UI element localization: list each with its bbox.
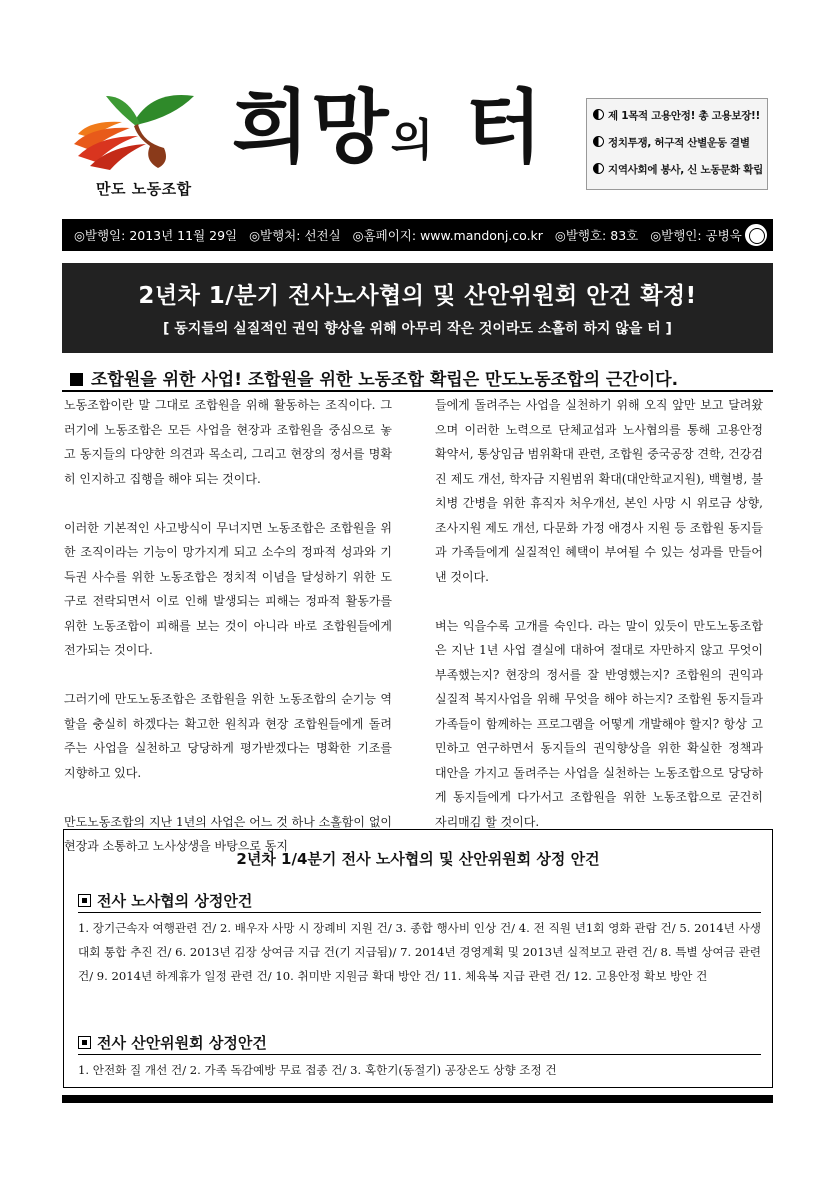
square-bullet-icon [70,373,83,386]
slogan-box [586,98,768,190]
slogan-item: 제 1목적 고용안정! 총 고용보장!! [593,103,761,130]
labor-agenda-items: 1. 장기근속자 여행관련 건/ 2. 배우자 사망 시 장례비 지원 건/ 3. 종합 행사비 인상 건/ 4. 전 직원 년1회 영화 관람 건/ 5. 2014년 사생대회 통합 추진 건/ 6. 2013년 김장 상여금 지급 건(기 지급됨)/ 7. 2014년 경영계획 및 2013년 실적보고 관련 건/ 8. 특별 상여금 관련 건/ 9. 2014년 하계휴가 일정 관련 건/ 10. 취미반 지원금 확대 방안 건/ 11. 체육복 지급 관련 건/ 12. 고용안정 확보 방안 건 [78,921,761,983]
masthead-word-2: 터 [464,81,545,174]
agenda-box [63,829,773,1088]
article-paragraph: 그러기에 만도노동조합은 조합원을 위한 노동조합의 순기능 역할을 충실히 하겠다는 확고한 원칙과 현장 조합원들에게 돌려주는 사업을 실천하고 당당하게 평가받겠다는 명확한 기조를 지향하고 있다. [64,692,392,780]
article-column-right [435,393,763,859]
publisher-dept: ◎발행처: 선전실 [249,228,341,243]
boxed-square-icon [78,1036,91,1049]
article-paragraph: 노동조합이란 말 그대로 조합원을 위해 활동하는 조직이다. 그러기에 노동조합은 모든 사업을 현장과 조합원을 중심으로 놓고 동지들의 다양한 의견과 목소리, 그리고 현장의 정서를 명확히 인지하고 집행을 해야 되는 것이다. [64,398,392,486]
publish-date: ◎발행일: 2013년 11월 29일 [74,228,238,243]
masthead-particle: 의 [390,115,436,166]
union-name: 만도 노동조합 [96,180,192,198]
publisher-name: ◎발행인: 공병욱 [650,228,742,243]
section-divider [62,390,773,392]
masthead-title [232,81,545,174]
half-circle-icon [593,109,604,120]
union-logo [70,82,200,172]
half-circle-icon [593,136,604,147]
issue-number: ◎발행호: 83호 [554,228,639,243]
headline-subtitle: [ 동지들의 실질적인 권익 향상을 위해 아무리 작은 것이라도 소홀히 하지 않을 터 ] [163,321,672,337]
article-paragraph: 벼는 익을수록 고개를 숙인다. 라는 말이 있듯이 만도노동조합은 지난 1년 사업 결실에 대하여 절대로 자만하지 않고 무엇이 부족했는지? 현장의 정서를 잘 반영했는지? 조합원의 권익과 실질적 복지사업을 위해 무엇을 해야 하는지? 조합원 동지들과 가족들이 함께하는 프로그램을 어떻게 개발해야 할지? 항상 고민하고 연구하면서 동지들의 권익향상을 위한 확실한 정책과 대안을 가지고 돌려주는 사업을 실천하는 노동조합으로 당당하게 동지들에게 다가서고 조합원을 위한 노동조합으로 굳건히 자리매김 할 것이다. [435,618,763,829]
seal-icon [743,222,769,248]
article-paragraph: 만도노동조합의 지난 1년의 사업은 어느 것 하나 소홀함이 없이 현장과 소통하고 노사상생을 바탕으로 동지 [64,814,392,853]
labor-agenda-heading: 전사 노사협의 상정안건 [78,890,252,911]
bottom-divider-bar [62,1095,773,1103]
slogan-item: 정치투쟁, 허구적 산별운동 결별 [593,130,761,157]
safety-agenda-items: 1. 안전화 질 개선 건/ 2. 가족 독감예방 무료 접종 건/ 3. 혹한기(동절기) 공장온도 상향 조정 건 [78,1063,557,1077]
article-column-left [64,393,392,883]
half-circle-icon [593,163,604,174]
article-paragraph: 이러한 기본적인 사고방식이 무너지면 노동조합은 조합원을 위한 조직이라는 기능이 망가지게 되고 소수의 정파적 성과와 기득권 사수를 위한 노동조합은 정치적 이념을 달성하기 위한 도구로 전락되면서 이로 인해 발생되는 피해는 정파적 활동가를 위한 노동조합이 피해를 보는 것이 아니라 바로 조합원들에게 전가되는 것이다. [64,520,392,657]
masthead-word-1: 희망 [232,81,391,174]
publication-info-bar [62,219,773,251]
agenda-divider [78,1054,761,1055]
homepage-link[interactable]: ◎홈페이지: www.mandonj.co.kr [352,228,543,243]
agenda-divider [78,912,761,913]
boxed-square-icon [78,894,91,907]
headline-banner [62,263,773,353]
safety-agenda-heading: 전사 산안위원회 상정안건 [78,1032,267,1053]
agenda-title: 2년차 1/4분기 전사 노사협의 및 산안위원회 상정 안건 [236,850,600,868]
headline-title: 2년차 1/분기 전사노사협의 및 산안위원회 안건 확정! [138,283,697,309]
slogan-item: 지역사회에 봉사, 신 노동문화 확립 [593,157,761,184]
article-paragraph: 들에게 돌려주는 사업을 실천하기 위해 오직 앞만 보고 달려왔으며 이러한 노력으로 단체교섭과 노사협의를 통해 고용안정 확약서, 통상임금 범위확대 관련, 조합원 중국공장 견학, 건강검진 제도 개선, 학자금 지원범위 확대(대안학교지원), 백혈병, 불치병 간병을 위한 휴직자 처우개선, 본인 사망 시 위로금 상향, 조사지원 제도 개선, 다문화 가정 애경사 지원 등 조합원 동지들과 가족들에게 실질적인 혜택이 부여될 수 있는 성과를 만들어 낸 것이다. [435,398,763,584]
section-heading: 조합원을 위한 사업! 조합원을 위한 노동조합 확립은 만도노동조합의 근간이다. [70,365,678,390]
